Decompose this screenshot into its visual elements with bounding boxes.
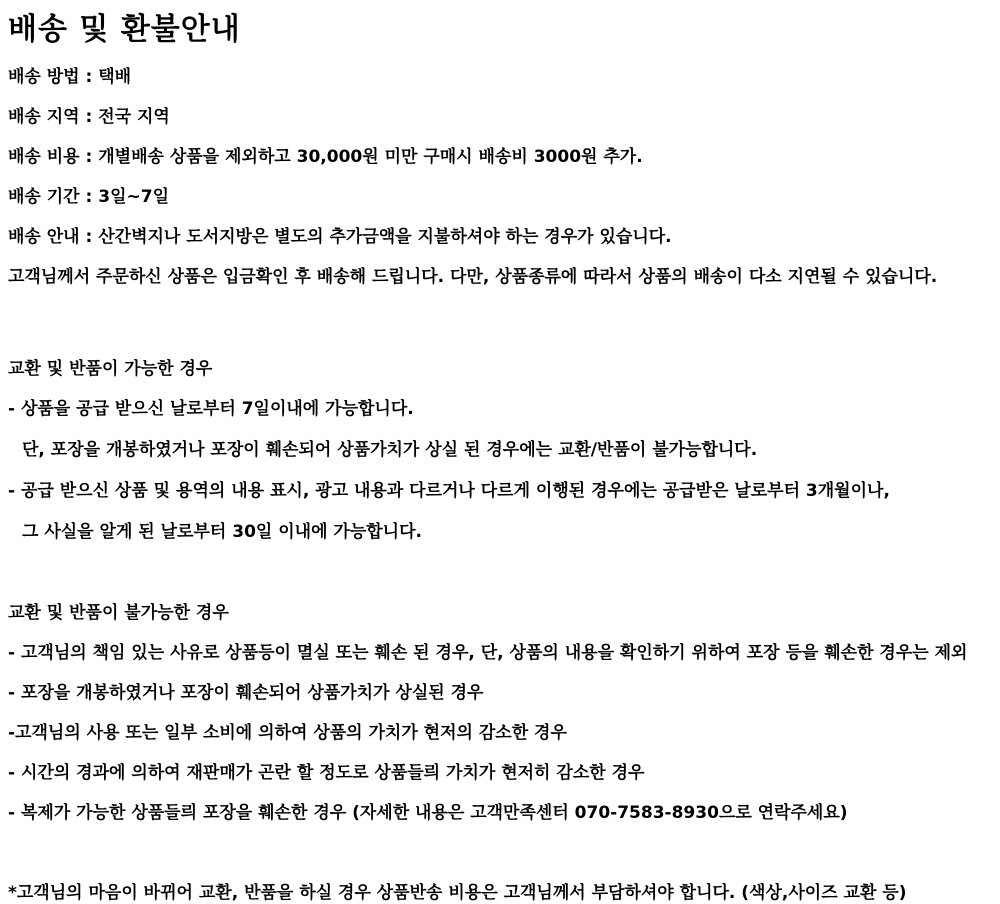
shipping-cost-line: 배송 비용 : 개별배송 상품을 제외하고 30,000원 미만 구매시 배송비 3000원 추가. — [8, 146, 643, 167]
page-title: 배송 및 환불안내 — [8, 12, 241, 47]
exchange-possible-section — [8, 346, 1000, 550]
list-item: - 복제가 가능한 상품들릐 포장을 훼손한 경우 (자세한 내용은 고객만족센터 070-7583-8930으로 연락주세요) — [8, 802, 848, 823]
list-item: - 공급 받으신 상품 및 용역의 내용 표시, 광고 내용과 다르거나 다르게 이행된 경우에는 공급받은 날로부터 3개월이나, — [8, 481, 890, 501]
exchange-impossible-heading: 교환 및 반품이 불가능한 경우 — [8, 602, 229, 623]
list-item: - 포장을 개봉하였거나 포장이 훼손되어 상품가치가 상실된 경우 — [8, 682, 484, 703]
list-item: 단, 포장을 개봉하였거나 포장이 훼손되어 상품가치가 상실 된 경우에는 교환/반품이 불가능합니다. — [22, 440, 758, 460]
exchange-impossible-section — [8, 590, 1000, 830]
shipping-notice-line: 배송 안내 : 산간벽지나 도서지방은 별도의 추가금액을 지불하셔야 하는 경우가 있습니다. — [8, 226, 672, 247]
list-item: - 상품을 공급 받으신 날로부터 7일이내에 가능합니다. — [8, 399, 414, 419]
list-item: - 고객님의 책임 있는 사유로 상품등이 멸실 또는 훼손 된 경우, 단, 상품의 내용을 확인하기 위하여 포장 등을 훼손한 경우는 제외 — [8, 642, 968, 663]
shipping-info-section — [8, 54, 1000, 294]
list-item: -고객님의 사용 또는 일부 소비에 의하여 상품의 가치가 현저의 감소한 경우 — [8, 722, 567, 743]
list-item: 그 사실을 알게 된 날로부터 30일 이내에 가능합니다. — [22, 522, 422, 542]
list-item: - 시간의 경과에 의하여 재판매가 곤란 할 정도로 상품들릐 가치가 현저히 감소한 경우 — [8, 762, 645, 783]
shipping-confirmation-line: 고객님께서 주문하신 상품은 입금확인 후 배송해 드립니다. 다만, 상품종류에 따라서 상품의 배송이 다소 지연될 수 있습니다. — [8, 266, 938, 287]
shipping-period-line: 배송 기간 : 3일~7일 — [8, 186, 169, 207]
exchange-possible-heading: 교환 및 반품이 가능한 경우 — [8, 358, 213, 379]
footnote-text: *고객님의 마음이 바뀌어 교환, 반품을 하실 경우 상품반송 비용은 고객님께서 부담하셔야 합니다. (색상,사이즈 교환 등) — [8, 882, 907, 903]
shipping-method-line: 배송 방법 : 택배 — [8, 66, 132, 87]
shipping-region-line: 배송 지역 : 전국 지역 — [8, 106, 170, 127]
